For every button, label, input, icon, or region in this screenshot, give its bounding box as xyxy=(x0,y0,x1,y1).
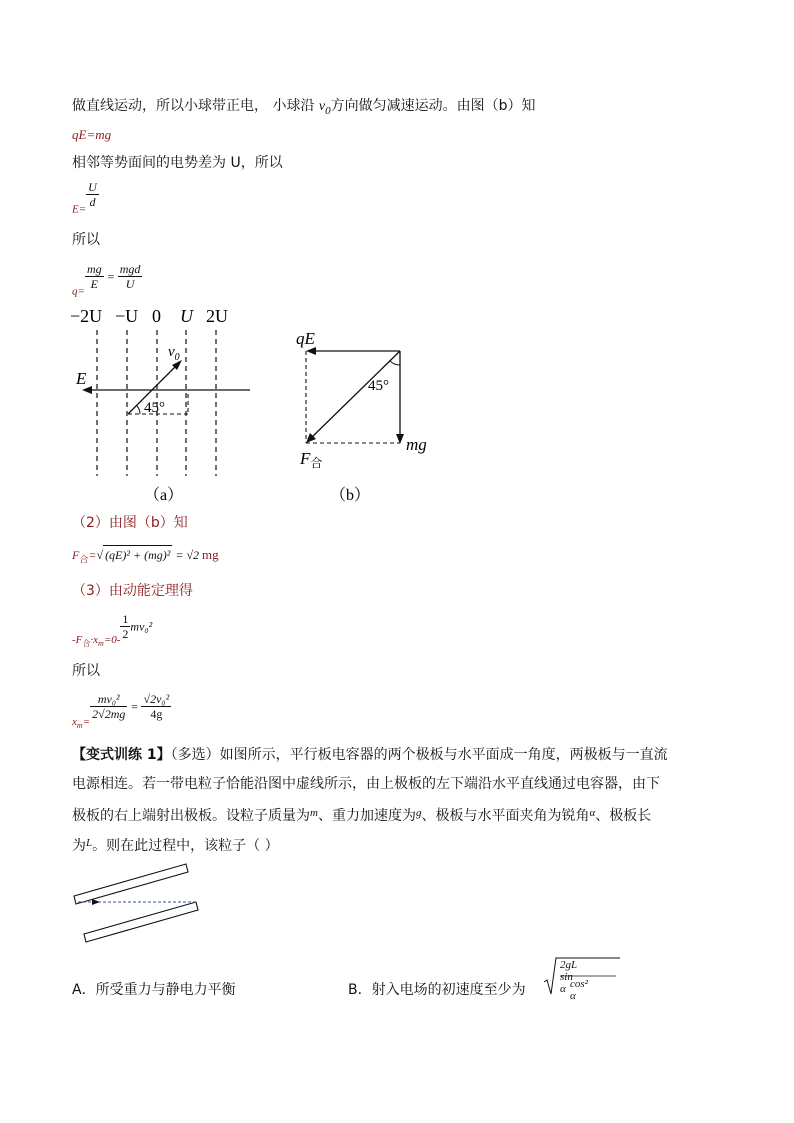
formula-numerator: 2gL sin α xyxy=(560,959,577,995)
formula-denominator: cos² α xyxy=(570,978,588,1002)
exercise-title: 【变式训练 1】 xyxy=(72,747,171,763)
fraction-numerator: mv₀² xyxy=(90,692,127,707)
exercise-text-1: （多选）如图所示，平行板电容器的两个极板与水平面成一角度，两极板与一直流 xyxy=(170,747,668,763)
equation-q xyxy=(72,262,142,301)
label-zero: 0 xyxy=(152,306,161,326)
exercise-text-3b: 、重力加速度为 xyxy=(317,808,416,824)
exercise-line-4 xyxy=(72,834,279,855)
equals-sign: = xyxy=(88,548,97,562)
x-letter: x xyxy=(72,715,77,728)
fraction-numerator: mgd xyxy=(119,262,141,276)
label-45-degrees: 45° xyxy=(144,400,165,416)
kinetic-term: mv₀² xyxy=(130,619,153,634)
symbol-alpha: α xyxy=(589,807,596,819)
option-b-text: B．射入电场的初速度至少为 xyxy=(348,982,526,998)
label-v0 xyxy=(168,344,180,363)
symbol-l: L xyxy=(86,837,93,849)
f-lhs xyxy=(72,548,97,565)
text-line-so-1: 所以 xyxy=(72,232,100,248)
unit-mg: mg xyxy=(202,547,219,562)
equals-sign: = xyxy=(82,715,91,728)
x-letter: ·x xyxy=(90,633,99,646)
fraction-denominator: E xyxy=(90,277,98,291)
symbol-m: m xyxy=(310,807,318,819)
fraction-denominator: U xyxy=(125,277,135,291)
equation-e-u-d xyxy=(72,180,99,219)
exercise-line-3 xyxy=(72,804,651,825)
e-lhs: E= xyxy=(72,203,87,216)
fraction-root2v0-4g xyxy=(141,692,171,721)
label-minus-u: −U xyxy=(115,306,139,326)
fraction-one-half xyxy=(120,612,130,641)
part-2-heading: （2）由图（b）知 xyxy=(72,515,188,531)
x-subscript: m xyxy=(76,720,83,730)
f-letter: -F xyxy=(72,633,83,646)
exercise-line-2: 电源相连。若一带电粒子恰能沿图中虚线所示，由上极板的左下端沿水平直线通过电容器，由下 xyxy=(72,776,660,792)
label-minus-2u: −2U xyxy=(70,306,103,326)
figure-tilted-capacitor xyxy=(70,860,210,946)
f-letter: F xyxy=(300,449,311,468)
equals-sign: = xyxy=(103,269,118,284)
radical-sign: √ xyxy=(96,548,104,562)
resultant-force-vector xyxy=(310,351,400,439)
line1-part-a: 做直线运动，所以小球带正电， 小球沿 xyxy=(72,98,319,114)
energy-lhs xyxy=(72,634,120,646)
equation-energy-theorem xyxy=(72,612,152,653)
text-line-so-2: 所以 xyxy=(72,663,100,679)
line1-part-b: 方向做匀减速运动。由图（b）知 xyxy=(330,98,536,114)
figure-b-force-diagram xyxy=(290,322,450,512)
label-u: U xyxy=(180,306,193,326)
fraction-denominator: 4g xyxy=(150,707,163,721)
figure-a-equipotential-diagram xyxy=(60,304,270,504)
fraction-mg-e xyxy=(85,262,104,291)
label-45-degrees-b: 45° xyxy=(368,378,389,394)
exercise-text-3d: 、极板长 xyxy=(595,808,652,824)
f-subscript: 合 xyxy=(310,456,323,470)
symbol-g: g xyxy=(415,807,422,819)
label-e: E xyxy=(76,369,87,388)
exercise-text-4b: 。则在此过程中，该粒子（ ） xyxy=(92,838,279,854)
v0-symbol xyxy=(318,99,331,117)
angle-arc-b xyxy=(390,361,400,365)
caption-a: （a） xyxy=(144,487,184,504)
v-letter: v xyxy=(318,99,326,114)
label-qe: qE xyxy=(296,329,315,348)
text-line-1 xyxy=(72,97,536,120)
x-subscript: m xyxy=(98,638,104,648)
radicand: (qE)² + (mg)² xyxy=(103,545,172,564)
qe-arrowhead xyxy=(306,347,316,355)
q-lhs: q= xyxy=(72,285,85,298)
option-b xyxy=(348,981,526,999)
lower-plate xyxy=(84,902,198,942)
caption-b: （b） xyxy=(330,487,371,504)
exercise-line-1 xyxy=(72,746,668,764)
fraction-denominator: d xyxy=(89,195,96,209)
fraction-numerator: 1 xyxy=(122,612,129,626)
upper-plate xyxy=(74,864,188,904)
v-subscript: 0 xyxy=(174,352,180,363)
fraction-u-d xyxy=(86,180,99,209)
label-mg: mg xyxy=(406,435,427,454)
f-subscript: 合 xyxy=(79,554,89,565)
fraction-numerator: mg xyxy=(86,262,102,276)
fraction-mv0-2root2mg xyxy=(90,692,127,721)
equals-sign-2: = xyxy=(127,699,142,714)
equation-qe-mg: qE=mg xyxy=(72,127,112,142)
angle-arc xyxy=(137,406,140,414)
fraction-numerator: √2v₀² xyxy=(143,692,170,706)
part-3-heading: （3）由动能定理得 xyxy=(72,583,193,599)
equation-f-resultant xyxy=(72,545,219,568)
exercise-text-4a: 为 xyxy=(72,838,86,854)
fraction-denominator: 2 xyxy=(122,627,129,641)
v-letter: v xyxy=(168,344,175,360)
path-arrowhead xyxy=(92,899,100,905)
option-a: A．所受重力与静电力平衡 xyxy=(72,982,236,998)
exercise-text-3c: 、极板与水平面夹角为锐角 xyxy=(421,808,590,824)
equation-xm xyxy=(72,692,171,735)
fraction-denominator: 2√2mg xyxy=(92,707,126,721)
text-line-3: 相邻等势面间的电势差为 U，所以 xyxy=(72,155,283,171)
fraction-mgd-u xyxy=(118,262,143,291)
label-f-resultant xyxy=(299,449,322,470)
xm-lhs xyxy=(72,716,90,728)
rhs-root-two: = √2 xyxy=(172,548,203,562)
equals-zero-minus: =0- xyxy=(103,633,121,646)
fraction-numerator: U xyxy=(88,180,97,194)
v-subscript: 0 xyxy=(325,104,331,117)
f-subscript: 合 xyxy=(82,638,91,648)
f-letter: F xyxy=(72,548,80,562)
label-2u: 2U xyxy=(206,306,228,326)
exercise-text-3a: 极板的右上端射出极板。设粒子质量为 xyxy=(72,808,310,824)
